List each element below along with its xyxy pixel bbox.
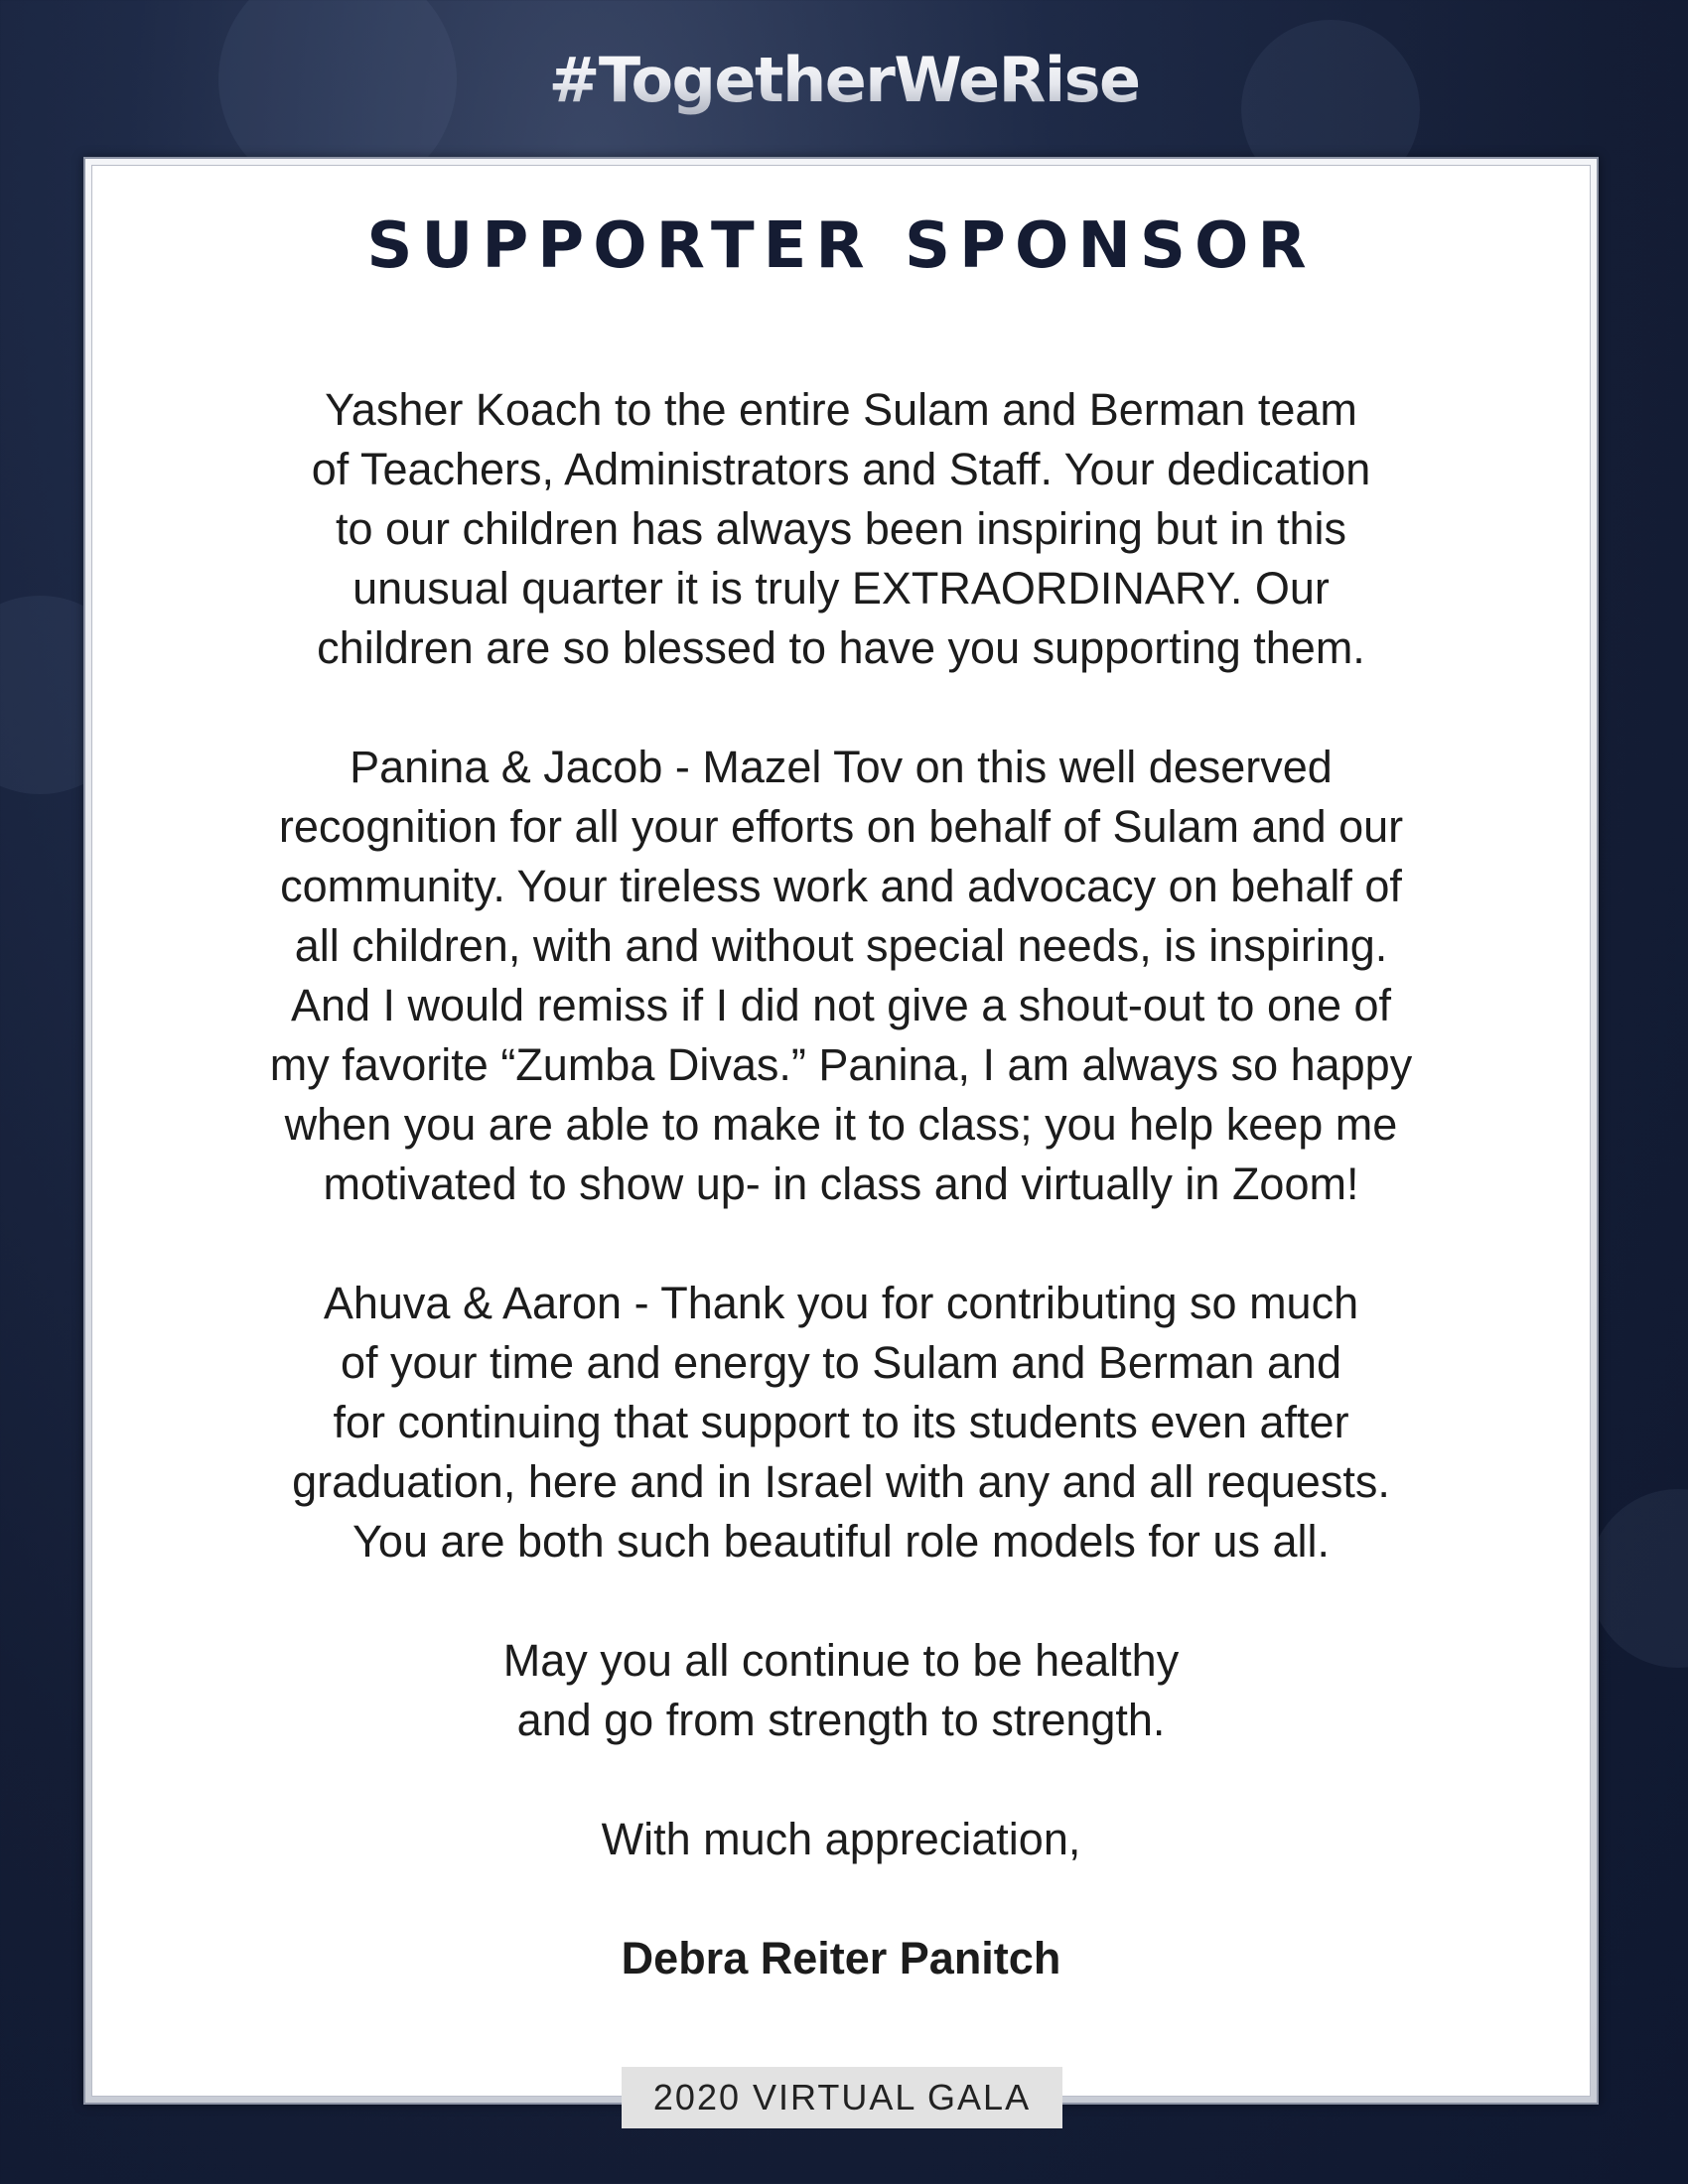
message-line: of your time and energy to Sulam and Berman and xyxy=(340,1337,1342,1388)
message-paragraph xyxy=(92,1631,1590,1750)
message-line: recognition for all your efforts on behalf of Sulam and our xyxy=(278,801,1404,852)
background-bokeh xyxy=(1589,1489,1688,1668)
message-body xyxy=(92,380,1590,1988)
gala-footer-label: 2020 VIRTUAL GALA xyxy=(622,2067,1062,2128)
message-line: my favorite “Zumba Divas.” Panina, I am always so happy xyxy=(269,1039,1413,1090)
hashtag-heading: #TogetherWeRise xyxy=(0,44,1688,116)
message-paragraph xyxy=(92,380,1590,678)
sponsor-card-frame xyxy=(83,157,1599,2105)
message-line: unusual quarter it is truly EXTRAORDINARY. Our xyxy=(352,563,1330,614)
sponsor-card xyxy=(91,165,1591,2097)
message-line: And I would remiss if I did not give a shout-out to one of xyxy=(290,980,1392,1030)
message-line: and go from strength to strength. xyxy=(516,1695,1166,1745)
message-line: Ahuva & Aaron - Thank you for contributing so much xyxy=(323,1278,1359,1328)
signature-name: Debra Reiter Panitch xyxy=(621,1933,1061,1983)
message-line: all children, with and without special needs, is inspiring. xyxy=(294,920,1388,971)
card-title: SUPPORTER SPONSOR xyxy=(366,209,1316,283)
message-paragraph xyxy=(92,1274,1590,1571)
message-line: You are both such beautiful role models for us all. xyxy=(352,1516,1330,1567)
message-line: when you are able to make it to class; you help keep me xyxy=(284,1099,1398,1150)
message-line: to our children has always been inspiring but in this xyxy=(335,503,1347,554)
message-line: children are so blessed to have you supporting them. xyxy=(317,622,1365,673)
message-line: graduation, here and in Israel with any and all requests. xyxy=(292,1456,1390,1507)
closing-line: With much appreciation, xyxy=(601,1814,1081,1864)
message-line: Yasher Koach to the entire Sulam and Berman team xyxy=(325,384,1357,435)
message-line: for continuing that support to its students even after xyxy=(333,1397,1349,1447)
message-line: Panina & Jacob - Mazel Tov on this well deserved xyxy=(350,742,1333,792)
message-line: community. Your tireless work and advocacy on behalf of xyxy=(280,861,1402,911)
message-paragraph xyxy=(92,738,1590,1214)
message-line: motivated to show up- in class and virtually in Zoom! xyxy=(323,1159,1359,1209)
message-line: of Teachers, Administrators and Staff. Your dedication xyxy=(311,444,1371,494)
message-line: May you all continue to be healthy xyxy=(502,1635,1180,1686)
